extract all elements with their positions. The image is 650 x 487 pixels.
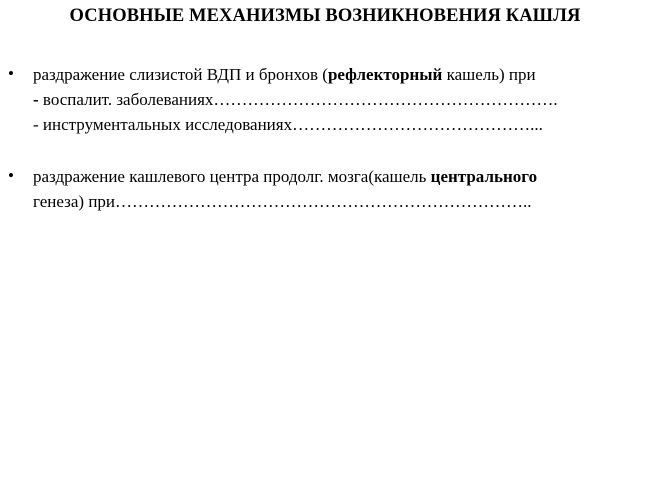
item-1-bold-term: рефлекторный xyxy=(327,65,443,84)
list-item-1-sub-1 xyxy=(33,87,558,112)
list-item-1-line-1 xyxy=(33,62,536,87)
list-item-2-line-2: генеза) при……………………………………………………………….. xyxy=(33,192,532,211)
list-item-1-sub-2: - инструментальных исследованиях……………………………………... xyxy=(33,115,543,134)
item-1-sub-1-text: воспалит. заболеваниях……………………………………………………. xyxy=(38,90,558,109)
item-2-text-before: раздражение кашлевого центра продолг. мозга(кашель xyxy=(33,167,431,186)
item-1-sub-1-dash: - xyxy=(33,90,39,109)
item-2-bold-term: центрального xyxy=(430,167,538,186)
list-item-2-line-1 xyxy=(33,164,537,189)
item-1-text-after: кашель) при xyxy=(442,65,536,84)
item-1-text-before: раздражение слизистой ВДП и бронхов ( xyxy=(33,65,328,84)
slide-title: ОСНОВНЫЕ МЕХАНИЗМЫ ВОЗНИКНОВЕНИЯ КАШЛЯ xyxy=(69,6,581,26)
bullet-icon: • xyxy=(8,64,14,83)
bullet-icon: • xyxy=(8,166,14,185)
